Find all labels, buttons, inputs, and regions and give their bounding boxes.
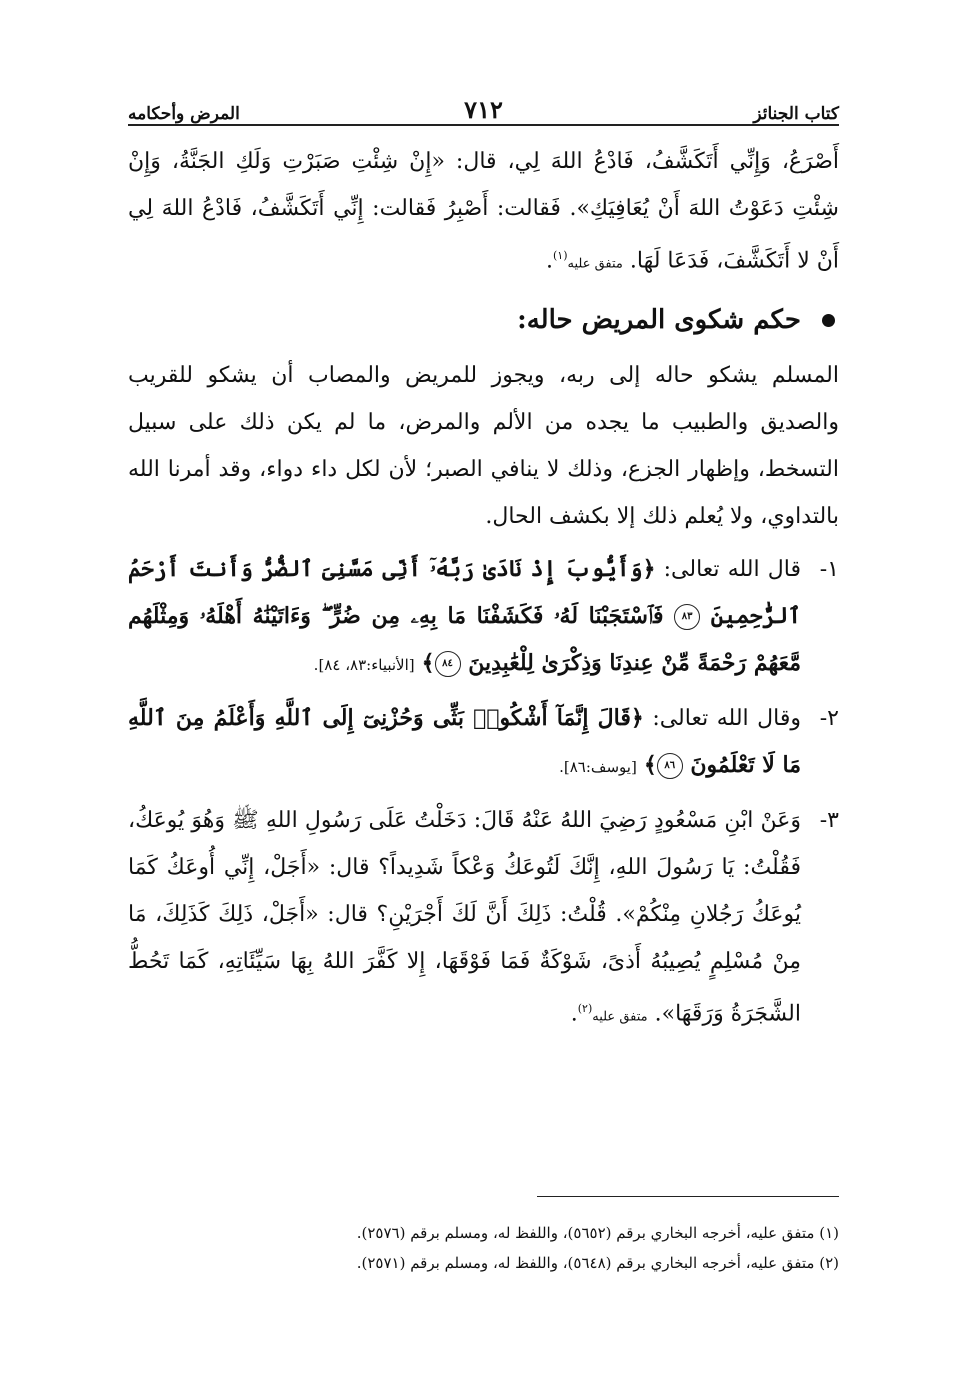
hadith-text: وَعَنْ ابْنِ مَسْعُودٍ رَضِيَ اللهُ عَنْهُ قَالَ: دَخَلْتُ عَلَى رَسُولِ اللهِ ﷺ وَهُوَ يُوعَكُ، فَقُلْتُ: يَا رَسُولَ اللهِ، إِنَّكَ لَتُوعَكُ وَعْكاً شَدِيداً؟ قال: «أَجَلْ، إِنِّي أُوعَكُ كَمَا يُوعَكُ رَجُلانِ مِنْكُمْ». قُلْتُ: ذَلِكَ أَنَّ لَكَ أَجْرَيْنِ؟ قال: «أَجَلْ، ذَلِكَ كَذَلِكَ، مَا مِنْ مُسْلِمٍ يُصِيبُهُ أَذىً، شَوْكَةٌ فَمَا فَوْقَهَا، إِلا كَفَّرَ اللهُ بِهَا سَيِّئَاتِهِ، كَمَا تَحُطُّ الشَّجَرَةُ وَرَقَهَا». <box>128 808 801 1027</box>
page-number: ٧١٢ <box>464 95 503 124</box>
verse-source: [يوسف:٨٦]. <box>559 758 637 777</box>
header-divider <box>128 124 839 126</box>
list-item-quran-yusuf <box>128 695 839 791</box>
list-item-number: ٢- <box>819 706 839 732</box>
intro-text: أَصْرَعُ، وَإِنِّي أَتَكَشَّفُ، فَادْعُ اللهَ لِي، قال: «إِنْ شِئْتِ صَبَرْتِ وَلَكِ الجَنَّةُ، وَإِنْ شِئْتِ دَعَوْتُ اللهَ أَنْ يُعَافِيَكِ». فَقالت: أَصْبِرُ فَقالت: إِنِّي أَتَكَشَّفُ، فَادْعُ اللهَ لِي أَنْ لا أَتَكَشَّفَ، فَدَعَا لَهَا. <box>128 149 839 274</box>
section-heading: حكم شكوى المريض حاله: <box>128 297 839 344</box>
footnote-marker-2[interactable]: (٢) <box>577 1002 593 1016</box>
footnote-divider <box>537 1196 839 1197</box>
list-item-number: ١- <box>819 557 839 583</box>
ayah-number-icon: ٨٤ <box>435 651 461 677</box>
ayah-number-icon: ٨٦ <box>657 753 683 779</box>
quran-verse: ﴿قَالَ إِنَّمَآ أَشْكُوا۟ بَثِّى وَحُزْنِىٓ إِلَى ٱللَّهِ وَأَعْلَمُ مِنَ ٱللَّهِ مَا لَا تَعْلَمُونَ ٨٦﴾ <box>128 705 801 779</box>
page-body <box>128 138 839 1047</box>
bullet-icon <box>822 314 835 327</box>
footnote-2: (٢) متفق عليه، أخرجه البخاري برقم (٥٦٤٨)، واللفظ له، ومسلم برقم (٢٥٧١). <box>356 1254 839 1272</box>
intro-reference: متفق عليه <box>567 256 623 272</box>
running-header <box>128 84 839 124</box>
list-item-quran-anbiya <box>128 546 839 689</box>
list-item-number: ٣- <box>819 808 839 834</box>
header-book-title: كتاب الجنائز <box>753 104 839 124</box>
ayah-number-icon: ٨٣ <box>674 604 700 630</box>
list-item-hadith: ٣- وَعَنْ ابْنِ مَسْعُودٍ رَضِيَ اللهُ عَنْهُ قَالَ: دَخَلْتُ عَلَى رَسُولِ اللهِ ﷺ وَهُوَ يُوعَكُ، فَقُلْتُ: يَا رَسُولَ اللهِ، إِنَّكَ لَتُوعَكُ وَعْكاً شَدِيداً؟ قال: «أَجَلْ، إِنِّي أُوعَكُ كَمَا يُوعَكُ رَجُلانِ مِنْكُمْ». قُلْتُ: ذَلِكَ أَنَّ لَكَ أَجْرَيْنِ؟ قال: «أَجَلْ، ذَلِكَ كَذَلِكَ، مَا مِنْ مُسْلِمٍ يُصِيبُهُ أَذىً، شَوْكَةٌ فَمَا فَوْقَهَا، إِلا كَفَّرَ اللهُ بِهَا سَيِّئَاتِهِ، كَمَا تَحُطُّ الشَّجَرَةُ وَرَقَهَا». متفق عليه$^{(٢)}$. <box>128 797 839 1040</box>
hadith-reference: متفق عليه <box>592 1009 648 1025</box>
section-paragraph: المسلم يشكو حاله إلى ربه، ويجوز للمريض والمصاب أن يشكو للقريب والصديق والطبيب ما يجده من الألم والمرض، ما لم يكن ذلك على سبيل التسخط، وإظهار الجزع، وذلك لا ينافي الصبر؛ لأن لكل داء دواء، وقد أمرنا الله بالتداوي، ولا يُعلم ذلك إلا بكشف الحال. <box>128 363 840 530</box>
item-intro: وقال الله تعالى: <box>652 706 801 732</box>
item-intro: قال الله تعالى: <box>663 557 801 583</box>
footnotes <box>128 1218 839 1278</box>
header-chapter-title: المرض وأحكامه <box>128 104 240 124</box>
footnote-1: (١) متفق عليه، أخرجه البخاري برقم (٥٦٥٢)، واللفظ له، ومسلم برقم (٢٥٧٦). <box>356 1224 839 1242</box>
intro-paragraph: أَصْرَعُ، وَإِنِّي أَتَكَشَّفُ، فَادْعُ اللهَ لِي، قال: «إِنْ شِئْتِ صَبَرْتِ وَلَكِ الجَنَّةُ، وَإِنْ شِئْتِ دَعَوْتُ اللهَ أَنْ يُعَافِيَكِ». فَقالت: أَصْبِرُ فَقالت: إِنِّي أَتَكَشَّفُ، فَادْعُ اللهَ لِي أَنْ لا أَتَكَشَّفَ، فَدَعَا لَهَا. متفق عليه$^{(١)}$. <box>128 149 839 274</box>
verse-source: [الأنبياء:٨٣، ٨٤]. <box>313 656 415 675</box>
quran-verse: ﴿وَأَيُّوبَ إِذْ نَادَىٰ رَبَّهُۥٓ أَنِّى مَسَّنِىَ ٱلضُّرُّ وَأَنتَ أَرْحَمُ ٱلرَّٰحِمِينَ ٨٣ فَٱسْتَجَبْنَا لَهُۥ فَكَشَفْنَا مَا بِهِۦ مِن ضُرٍّ ۖ وَءَاتَيْنَٰهُ أَهْلَهُۥ وَمِثْلَهُم مَّعَهُمْ رَحْمَةً مِّنْ عِندِنَا وَذِكْرَىٰ لِلْعَٰبِدِينَ ٨٤﴾ <box>128 556 801 677</box>
footnote-marker-1[interactable]: (١) <box>552 249 568 262</box>
